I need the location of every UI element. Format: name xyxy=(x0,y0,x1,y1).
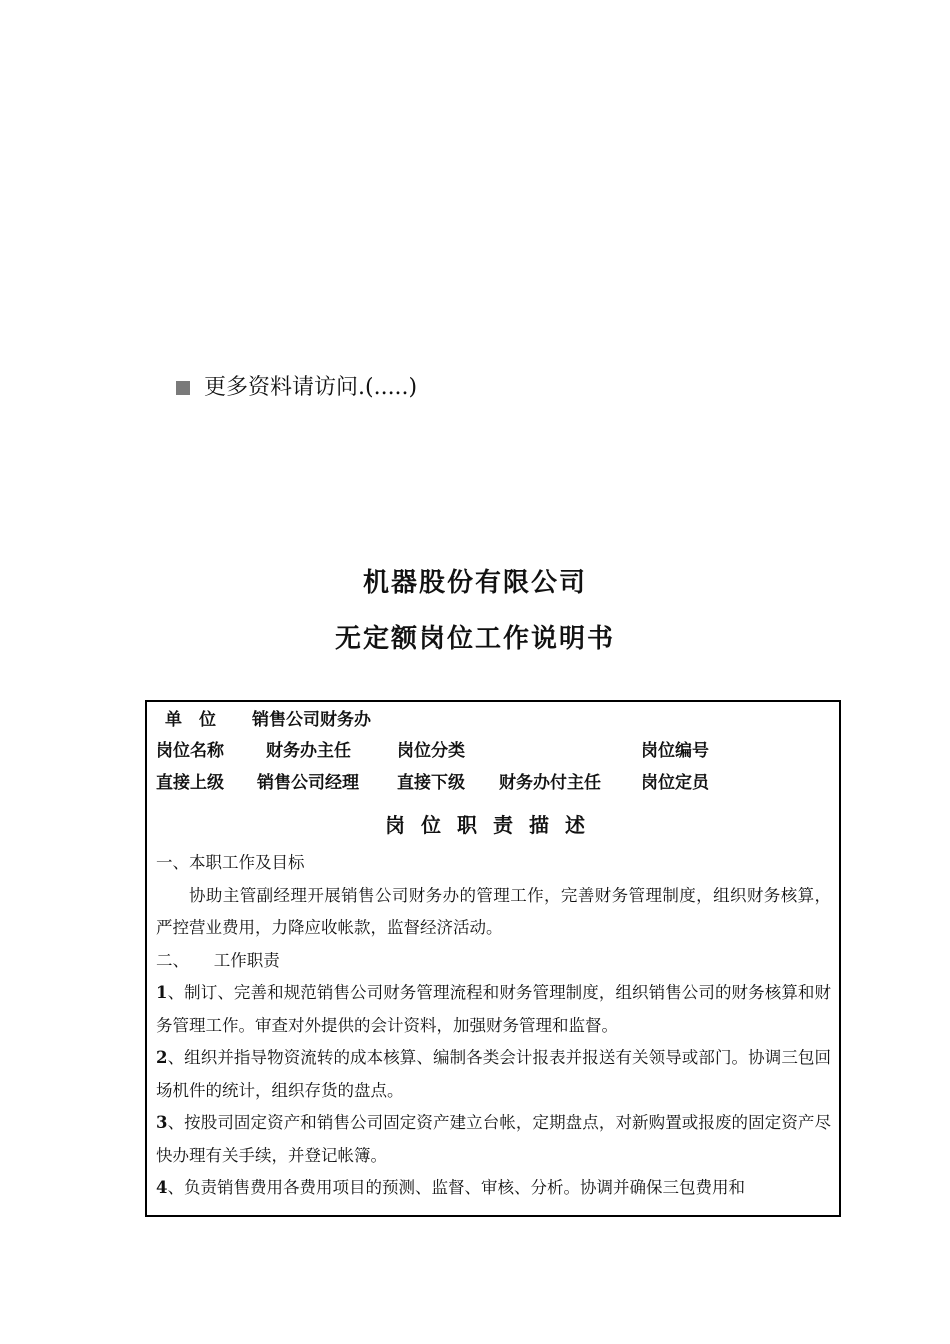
notice-text: 更多资料请访问.(.....) xyxy=(204,375,418,400)
subordinate-value: 财务办付主任 xyxy=(499,773,601,793)
duty-number: 2 xyxy=(156,1048,168,1067)
duty-text: 、组织并指导物资流转的成本核算、编制各类会计报表并报送有关领导或部门。协调三包回场机件的统计，组织存货的盘点。 xyxy=(156,1048,831,1100)
duty-text: 、制订、完善和规范销售公司财务管理流程和财务管理制度，组织销售公司的财务核算和财务管理工作。审查对外提供的会计资料，加强财务管理和监督。 xyxy=(156,983,831,1035)
duty-number: 4 xyxy=(156,1178,168,1197)
company-title: 机器股份有限公司 xyxy=(362,568,587,598)
description-heading: 岗位职责描述 xyxy=(385,813,601,837)
document-title: 无定额岗位工作说明书 xyxy=(334,624,615,654)
job-description-table xyxy=(145,700,841,1217)
position-class-label: 岗位分类 xyxy=(397,741,465,761)
section2-title: 二、 工作职责 xyxy=(156,950,280,970)
subordinate-label: 直接下级 xyxy=(397,773,465,793)
position-no-label: 岗位编号 xyxy=(641,741,709,761)
description-content xyxy=(156,847,831,1205)
unit-value: 销售公司财务办 xyxy=(252,710,371,730)
position-name-label: 岗位名称 xyxy=(156,741,224,761)
superior-label: 直接上级 xyxy=(156,773,224,793)
duty-number: 3 xyxy=(156,1113,168,1132)
duty-item xyxy=(156,1042,831,1107)
position-name-value: 财务办主任 xyxy=(266,741,351,761)
duty-item xyxy=(156,977,831,1042)
duty-number: 1 xyxy=(156,983,168,1002)
duty-text: 、按股司固定资产和销售公司固定资产建立台帐，定期盘点，对新购置或报废的固定资产尽快办理有关手续，并登记帐簿。 xyxy=(156,1113,831,1165)
square-bullet-icon xyxy=(176,381,190,395)
notice-line xyxy=(176,372,417,404)
duty-item xyxy=(156,1107,831,1172)
section1-title: 一、本职工作及目标 xyxy=(156,853,305,872)
duty-item xyxy=(156,1172,831,1205)
section1-text: 协助主管副经理开展销售公司财务办的管理工作，完善财务管理制度，组织财务核算，严控营业费用，力降应收帐款，监督经济活动。 xyxy=(156,885,831,937)
unit-label: 单 位 xyxy=(165,710,216,730)
quota-label: 岗位定员 xyxy=(641,773,709,793)
superior-value: 销售公司经理 xyxy=(257,773,359,793)
duty-text: 、负责销售费用各费用项目的预测、监督、审核、分析。协调并确保三包费用和 xyxy=(167,1178,745,1197)
